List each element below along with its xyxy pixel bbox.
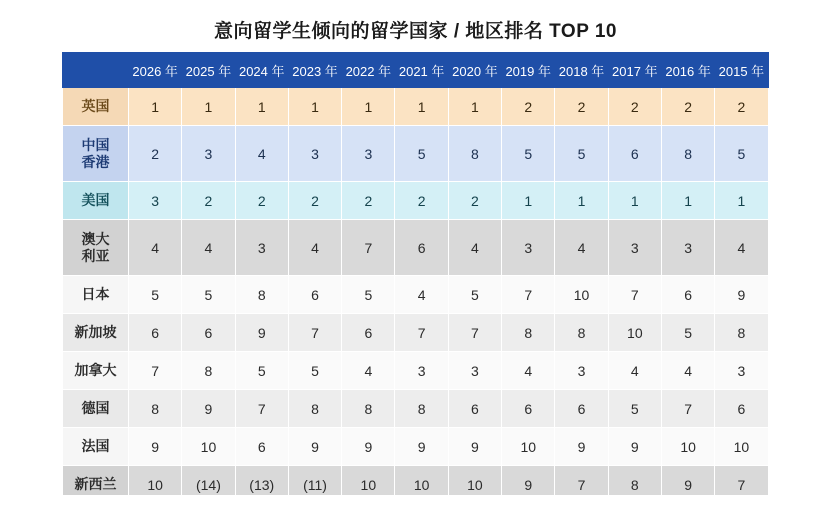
- table-cell: 10: [715, 428, 768, 466]
- table-row: [63, 88, 769, 126]
- column-header-2023: 2023 年: [288, 53, 341, 88]
- table-cell: 8: [661, 126, 714, 182]
- table-cell: 5: [288, 352, 341, 390]
- table-cell: 10: [129, 466, 182, 504]
- table-cell: 5: [555, 126, 608, 182]
- table-cell: 6: [448, 390, 501, 428]
- table-header: [63, 53, 769, 88]
- table-cell: 6: [288, 276, 341, 314]
- column-header-2015: 2015 年: [715, 53, 768, 88]
- page-title: 意向留学生倾向的留学国家 / 地区排名 TOP 10: [214, 21, 617, 42]
- table-cell: 5: [342, 276, 395, 314]
- table-cell: 9: [661, 466, 714, 504]
- table-cell: 4: [182, 220, 235, 276]
- table-cell: 1: [288, 88, 341, 126]
- table-cell: 9: [342, 428, 395, 466]
- row-label: 日本: [63, 276, 129, 314]
- table-cell: 2: [555, 88, 608, 126]
- table-row: [63, 390, 769, 428]
- table-cell: 9: [715, 276, 768, 314]
- table-row: [63, 314, 769, 352]
- table-cell: 3: [235, 220, 288, 276]
- table-cell: 2: [129, 126, 182, 182]
- column-header-2016: 2016 年: [661, 53, 714, 88]
- table-cell: (11): [288, 466, 341, 504]
- table-cell: 9: [182, 390, 235, 428]
- table-cell: (14): [182, 466, 235, 504]
- row-label: 英国: [63, 88, 129, 126]
- table-cell: 4: [235, 126, 288, 182]
- table-cell: 4: [342, 352, 395, 390]
- table-cell: 2: [608, 88, 661, 126]
- table-cell: 7: [661, 390, 714, 428]
- table-row: [63, 428, 769, 466]
- table-cell: 1: [608, 182, 661, 220]
- table-cell: 3: [182, 126, 235, 182]
- table-cell: 7: [555, 466, 608, 504]
- table-cell: 10: [661, 428, 714, 466]
- table-cell: 2: [342, 182, 395, 220]
- table-cell: 1: [555, 182, 608, 220]
- table-cell: 1: [129, 88, 182, 126]
- table-cell: 9: [235, 314, 288, 352]
- table-cell: 5: [502, 126, 555, 182]
- column-header-2026: 2026 年: [129, 53, 182, 88]
- table-cell: 4: [448, 220, 501, 276]
- table-cell: 7: [608, 276, 661, 314]
- table-cell: 8: [342, 390, 395, 428]
- table-cell: 6: [129, 314, 182, 352]
- table-cell: 5: [395, 126, 448, 182]
- table-cell: 8: [395, 390, 448, 428]
- table-cell: 10: [448, 466, 501, 504]
- row-label: 法国: [63, 428, 129, 466]
- table-cell: 7: [342, 220, 395, 276]
- table-cell: 7: [129, 352, 182, 390]
- column-header-2018: 2018 年: [555, 53, 608, 88]
- table-cell: 9: [129, 428, 182, 466]
- table-cell: 8: [448, 126, 501, 182]
- table-cell: 5: [129, 276, 182, 314]
- table-cell: 7: [235, 390, 288, 428]
- table-cell: 6: [235, 428, 288, 466]
- table-cell: 10: [182, 428, 235, 466]
- table-cell: 2: [235, 182, 288, 220]
- table-cell: 1: [235, 88, 288, 126]
- table-cell: 3: [448, 352, 501, 390]
- bottom-strip: [0, 495, 831, 523]
- table-cell: 1: [182, 88, 235, 126]
- table-cell: 2: [661, 88, 714, 126]
- table-cell: 10: [502, 428, 555, 466]
- column-header-2019: 2019 年: [502, 53, 555, 88]
- table-cell: 9: [608, 428, 661, 466]
- table-cell: 2: [395, 182, 448, 220]
- ranking-table-container: [62, 52, 768, 504]
- table-cell: 4: [715, 220, 768, 276]
- row-label: 美国: [63, 182, 129, 220]
- table-cell: 5: [235, 352, 288, 390]
- column-header-2021: 2021 年: [395, 53, 448, 88]
- table-cell: (13): [235, 466, 288, 504]
- table-cell: 6: [715, 390, 768, 428]
- table-cell: 3: [608, 220, 661, 276]
- table-cell: 6: [502, 390, 555, 428]
- table-header-row: [63, 53, 769, 88]
- table-cell: 1: [661, 182, 714, 220]
- table-cell: 3: [555, 352, 608, 390]
- table-cell: 9: [555, 428, 608, 466]
- table-cell: 5: [715, 126, 768, 182]
- table-cell: 3: [395, 352, 448, 390]
- table-cell: 4: [608, 352, 661, 390]
- table-cell: 3: [129, 182, 182, 220]
- table-cell: 4: [395, 276, 448, 314]
- table-cell: 5: [448, 276, 501, 314]
- column-header-2022: 2022 年: [342, 53, 395, 88]
- table-cell: 4: [555, 220, 608, 276]
- table-cell: 8: [502, 314, 555, 352]
- table-cell: 1: [715, 182, 768, 220]
- table-cell: 9: [448, 428, 501, 466]
- table-cell: 10: [608, 314, 661, 352]
- table-cell: 8: [182, 352, 235, 390]
- table-cell: 6: [555, 390, 608, 428]
- column-header-2025: 2025 年: [182, 53, 235, 88]
- table-cell: 7: [395, 314, 448, 352]
- row-label: 澳大 利亚: [63, 220, 129, 276]
- table-cell: 7: [448, 314, 501, 352]
- table-cell: 6: [182, 314, 235, 352]
- table-cell: 2: [288, 182, 341, 220]
- table-cell: 8: [555, 314, 608, 352]
- table-cell: 9: [288, 428, 341, 466]
- table-cell: 6: [608, 126, 661, 182]
- table-cell: 7: [502, 276, 555, 314]
- table-cell: 6: [661, 276, 714, 314]
- table-body: [63, 88, 769, 504]
- row-label: 加拿大: [63, 352, 129, 390]
- table-cell: 4: [661, 352, 714, 390]
- table-cell: 2: [448, 182, 501, 220]
- table-cell: 2: [715, 88, 768, 126]
- table-cell: 10: [395, 466, 448, 504]
- table-row: [63, 126, 769, 182]
- table-cell: 4: [502, 352, 555, 390]
- table-cell: 2: [502, 88, 555, 126]
- table-cell: 1: [395, 88, 448, 126]
- table-cell: 4: [129, 220, 182, 276]
- table-cell: 4: [288, 220, 341, 276]
- ranking-table: [62, 52, 769, 504]
- table-cell: 8: [608, 466, 661, 504]
- table-row: [63, 220, 769, 276]
- table-cell: 3: [661, 220, 714, 276]
- table-cell: 8: [129, 390, 182, 428]
- table-cell: 9: [395, 428, 448, 466]
- table-cell: 8: [235, 276, 288, 314]
- table-cell: 5: [661, 314, 714, 352]
- table-cell: 10: [342, 466, 395, 504]
- table-row: [63, 276, 769, 314]
- table-cell: 1: [502, 182, 555, 220]
- table-row: [63, 352, 769, 390]
- row-label: 新加坡: [63, 314, 129, 352]
- row-label: 中国 香港: [63, 126, 129, 182]
- table-cell: 10: [555, 276, 608, 314]
- table-cell: 7: [715, 466, 768, 504]
- table-corner-cell: [63, 53, 129, 88]
- table-cell: 8: [715, 314, 768, 352]
- column-header-2024: 2024 年: [235, 53, 288, 88]
- table-cell: 3: [502, 220, 555, 276]
- table-cell: 3: [342, 126, 395, 182]
- table-cell: 9: [502, 466, 555, 504]
- table-cell: 6: [342, 314, 395, 352]
- table-row: [63, 182, 769, 220]
- table-cell: 2: [182, 182, 235, 220]
- table-cell: 3: [288, 126, 341, 182]
- table-cell: 7: [288, 314, 341, 352]
- table-cell: 5: [608, 390, 661, 428]
- column-header-2020: 2020 年: [448, 53, 501, 88]
- column-header-2017: 2017 年: [608, 53, 661, 88]
- table-cell: 5: [182, 276, 235, 314]
- table-cell: 6: [395, 220, 448, 276]
- table-cell: 1: [342, 88, 395, 126]
- table-cell: 1: [448, 88, 501, 126]
- table-cell: 3: [715, 352, 768, 390]
- table-cell: 8: [288, 390, 341, 428]
- row-label: 德国: [63, 390, 129, 428]
- row-label: 新西兰: [63, 466, 129, 504]
